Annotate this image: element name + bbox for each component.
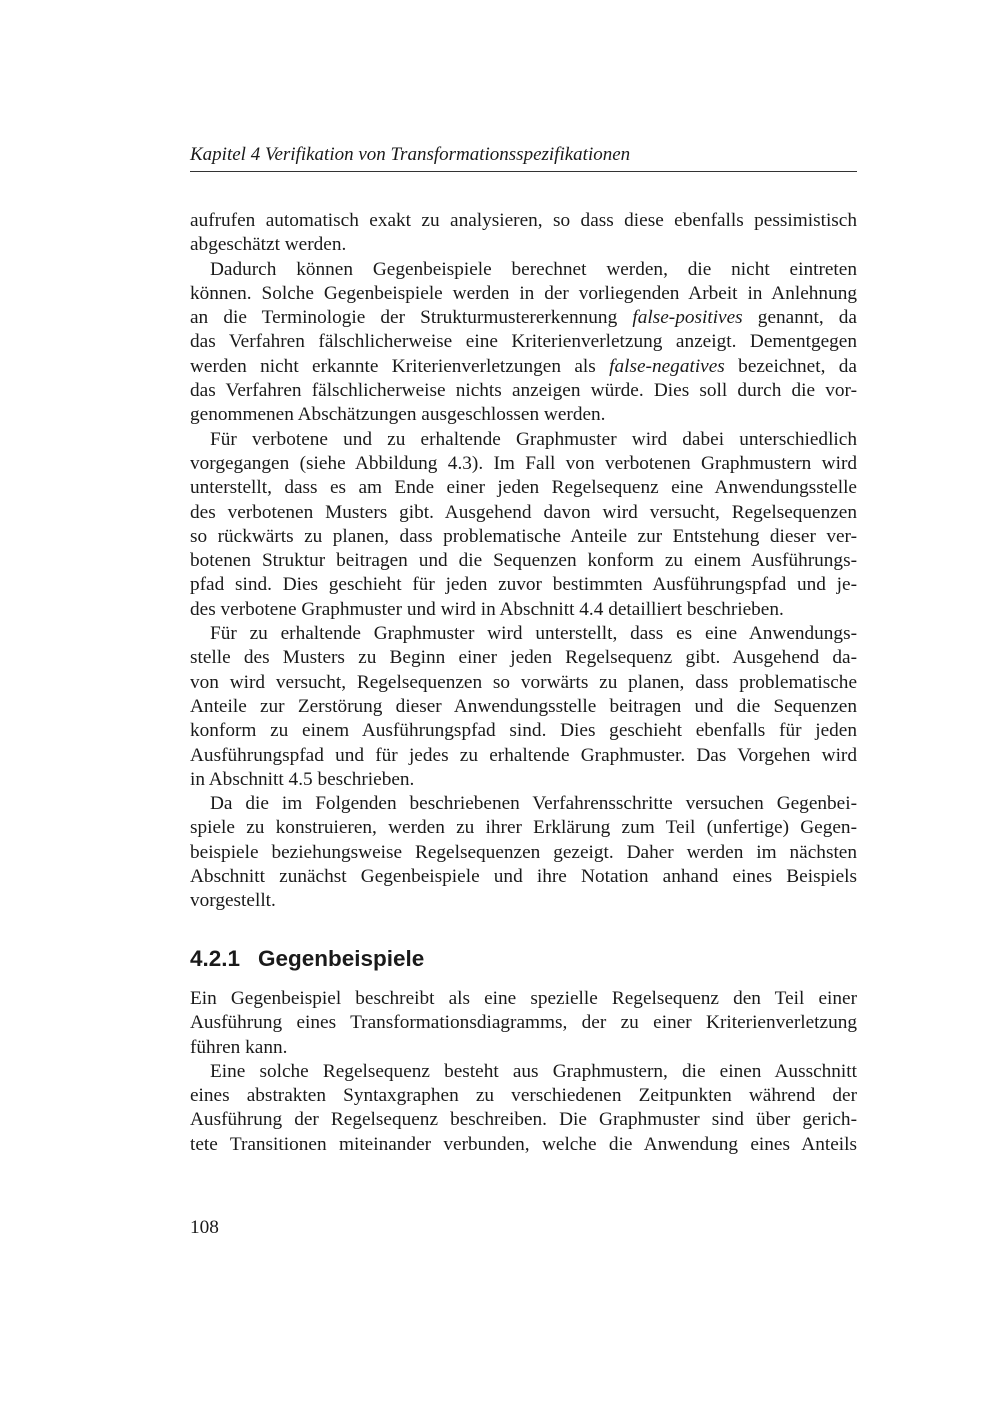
paragraph	[190, 258, 857, 428]
text-line: abgeschätzt werden.	[190, 234, 347, 256]
text-line: des verbotene Graphmuster und wird in Abschnitt 4.4 detailliert beschrieben.	[190, 598, 784, 620]
text-line	[190, 355, 857, 379]
text-line: in Abschnitt 4.5 beschrieben.	[190, 768, 415, 790]
text-line: Ausführung eines Transformationsdiagramms, der zu einer Kriterienverletzung	[190, 1012, 857, 1034]
paragraph	[190, 622, 857, 792]
text-line: führen kann.	[190, 1036, 288, 1058]
text-line: eines abstrakten Syntaxgraphen zu verschiedenen Zeitpunkten während der	[190, 1085, 857, 1107]
text-line: Dadurch können Gegenbeispiele berechnet werden, die nicht eintreten	[210, 258, 857, 280]
paragraph	[190, 987, 857, 1060]
paragraph	[190, 792, 857, 913]
text-line: Da die im Folgenden beschriebenen Verfahrensschritte versuchen Gegenbei-	[210, 793, 857, 815]
text-line: so rückwärts zu planen, dass problematische Anteile zur Entstehung dieser ver-	[190, 525, 857, 547]
text-line: botenen Struktur beitragen und die Sequenzen konform zu einem Ausführungs-	[190, 550, 857, 572]
text-line: beispiele beziehungsweise Regelsequenzen gezeigt. Daher werden im nächsten	[190, 841, 857, 863]
text-segment: werden nicht erkannte Kriterienverletzungen als	[190, 355, 610, 377]
text-line: können. Solche Gegenbeispiele werden in der vorliegenden Arbeit in Anlehnung	[190, 282, 857, 304]
body-text-section	[190, 987, 857, 1157]
text-line: Ausführungspfad und für jedes zu erhaltende Graphmuster. Das Vorgehen wird	[190, 744, 857, 766]
emphasis-term: false-negatives	[609, 355, 725, 377]
text-line: Für verbotene und zu erhaltende Graphmuster wird dabei unterschiedlich	[210, 428, 857, 450]
text-line	[190, 306, 857, 330]
text-line: das Verfahren fälschlicherweise eine Kriterienverletzung anzeigt. Dementgegen	[190, 331, 857, 353]
text-line: konform zu einem Ausführungspfad sind. Dies geschieht ebenfalls für jeden	[190, 720, 857, 742]
running-header: Kapitel 4 Verifikation von Transformationsspezifikationen	[190, 142, 857, 172]
text-line: tete Transitionen miteinander verbunden, welche die Anwendung eines Anteils	[190, 1133, 857, 1155]
text-line: des verbotenen Musters gibt. Ausgehend davon wird versucht, Regelsequenzen	[190, 501, 857, 523]
section-heading	[190, 944, 857, 976]
text-segment: an die Terminologie der Strukturmustererkennung	[190, 307, 633, 329]
text-line: Anteile zur Zerstörung dieser Anwendungsstelle beitragen und die Sequenzen	[190, 695, 857, 717]
page-number: 108	[190, 1217, 219, 1238]
emphasis-term: false-positives	[632, 307, 743, 329]
text-line: von wird versucht, Regelsequenzen so vorwärts zu planen, dass problematische	[190, 671, 857, 693]
text-line: Ausführung der Regelsequenz beschreiben. Die Graphmuster sind über gerich-	[190, 1109, 857, 1131]
text-line: unterstellt, dass es am Ende einer jeden Regelsequenz eine Anwendungsstelle	[190, 477, 857, 499]
text-line: Eine solche Regelsequenz besteht aus Graphmustern, die einen Ausschnitt	[210, 1060, 857, 1082]
section-title: Gegenbeispiele	[258, 946, 425, 971]
text-line: Ein Gegenbeispiel beschreibt als eine spezielle Regelsequenz den Teil einer	[190, 988, 857, 1009]
text-line: aufrufen automatisch exakt zu analysieren, so dass diese ebenfalls pessimistisch	[190, 210, 857, 231]
body-text-before-section	[190, 209, 857, 914]
text-segment: bezeichnet, da	[724, 355, 857, 377]
paragraph	[190, 1060, 857, 1157]
text-line: vorgegangen (siehe Abbildung 4.3). Im Fall von verbotenen Graphmustern wird	[190, 452, 857, 474]
paragraph	[190, 209, 857, 258]
text-line: das Verfahren fälschlicherweise nichts anzeigen würde. Dies soll durch die vor-	[190, 380, 857, 402]
text-line: Abschnitt zunächst Gegenbeispiele und ihre Notation anhand eines Beispiels	[190, 866, 857, 888]
section-number: 4.2.1	[190, 946, 241, 971]
text-line: Für zu erhaltende Graphmuster wird unterstellt, dass es eine Anwendungs-	[210, 623, 857, 645]
text-segment: genannt, da	[742, 307, 857, 329]
text-line: spiele zu konstruieren, werden zu ihrer Erklärung zum Teil (unfertige) Gegen-	[190, 817, 857, 839]
paragraph	[190, 428, 857, 622]
text-line: pfad sind. Dies geschieht für jeden zuvor bestimmten Ausführungspfad und je-	[190, 574, 857, 596]
text-line: vorgestellt.	[190, 890, 276, 912]
text-line: genommenen Abschätzungen ausgeschlossen werden.	[190, 404, 606, 426]
text-line: stelle des Musters zu Beginn einer jeden Regelsequenz gibt. Ausgehend da-	[190, 647, 857, 669]
